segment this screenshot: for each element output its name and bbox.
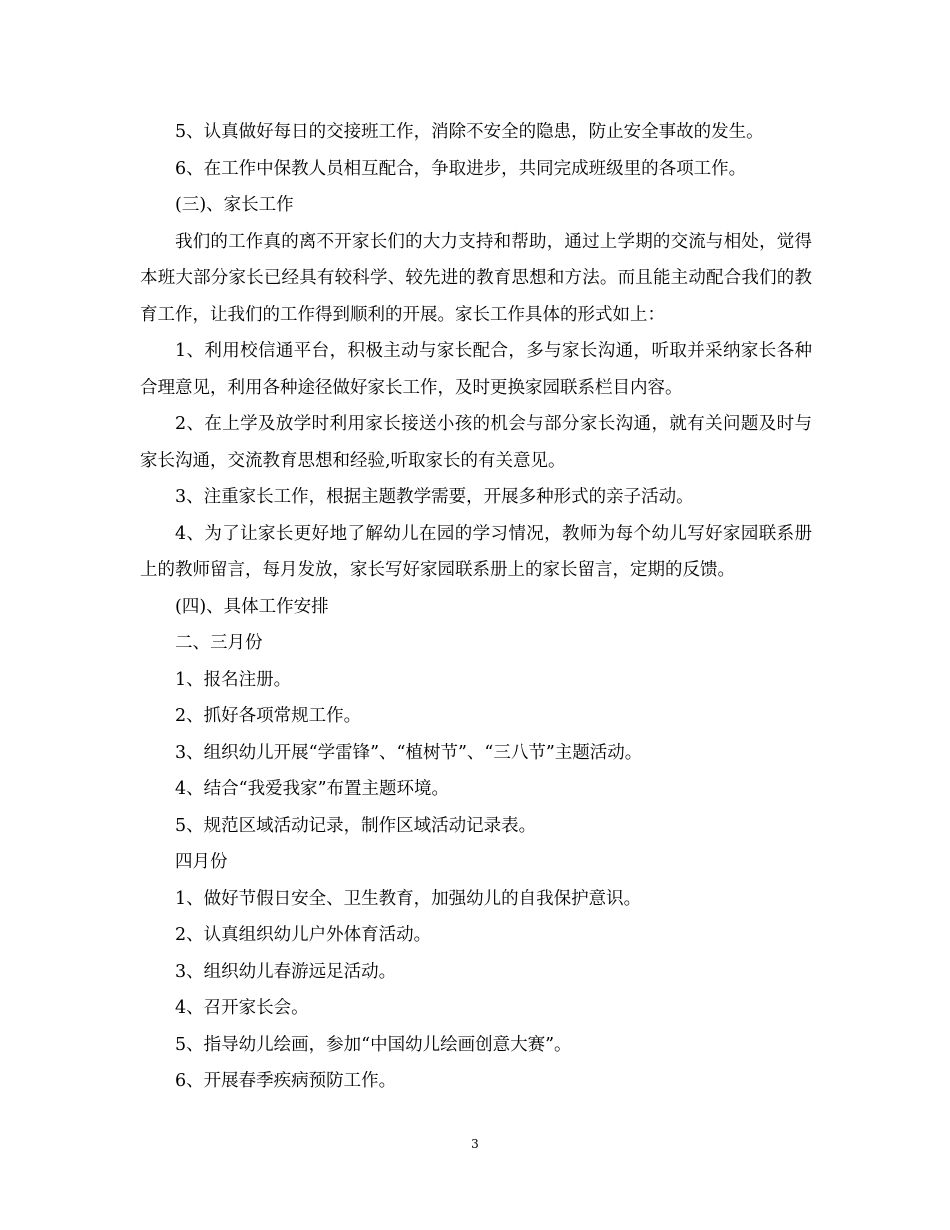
document-body bbox=[140, 114, 812, 1100]
list-item: 1、报名注册。 bbox=[175, 669, 292, 690]
list-item: 4、结合“我爱我家”布置主题环境。 bbox=[175, 779, 450, 799]
paragraph: 3、注重家长工作，根据主题教学需要，开展多种形式的亲子活动。 bbox=[175, 487, 694, 507]
list-item: 1、做好节假日安全、卫生教育，加强幼儿的自我保护意识。 bbox=[175, 888, 642, 909]
paragraph: 5、认真做好每日的交接班工作，消除不安全的隐患，防止安全事故的发生。 bbox=[175, 122, 764, 142]
paragraph: 6、在工作中保教人员相互配合，争取进步，共同完成班级里的各项工作。 bbox=[175, 158, 747, 179]
list-item: 5、指导幼儿绘画，参加“中国幼儿绘画创意大赛”。 bbox=[175, 1034, 572, 1055]
list-item: 2、认真组织幼儿户外体育活动。 bbox=[175, 925, 432, 945]
section-heading: (四)、具体工作安排 bbox=[175, 596, 329, 617]
paragraph: 我们的工作真的离不开家长们的大力支持和帮助，通过上学期的交流与相处，觉得本班大部分家长已经具有较科学、较先进的教育思想和方法。而且能主动配合我们的教育工作，让我们的工作得到顺利的开展。家长工作具体的形式如上： bbox=[140, 231, 812, 325]
paragraph: 2、在上学及放学时利用家长接送小孩的机会与部分家长沟通，就有关问题及时与家长沟通，交流教育思想和经验,听取家长的有关意见。 bbox=[140, 414, 812, 471]
paragraph: 4、为了让家长更好地了解幼儿在园的学习情况，教师为每个幼儿写好家园联系册上的教师留言，每月发放，家长写好家园联系册上的家长留言，定期的反馈。 bbox=[140, 523, 812, 580]
paragraph: 1、利用校信通平台，积极主动与家长配合，多与家长沟通，听取并采纳家长各种合理意见，利用各种途径做好家长工作，及时更换家园联系栏目内容。 bbox=[140, 341, 812, 398]
list-item: 2、抓好各项常规工作。 bbox=[175, 706, 362, 726]
list-item: 3、组织幼儿春游远足活动。 bbox=[175, 961, 397, 982]
month-heading: 二、三月份 bbox=[175, 633, 263, 653]
section-heading: (三)、家长工作 bbox=[175, 195, 294, 215]
list-item: 3、组织幼儿开展“学雷锋”、“植树节”、“三八节”主题活动。 bbox=[175, 742, 643, 763]
list-item: 5、规范区域活动记录，制作区域活动记录表。 bbox=[175, 815, 537, 836]
page-number: 3 bbox=[471, 1137, 479, 1151]
month-heading: 四月份 bbox=[175, 852, 228, 872]
list-item: 4、召开家长会。 bbox=[175, 998, 309, 1018]
list-item: 6、开展春季疾病预防工作。 bbox=[175, 1071, 397, 1091]
